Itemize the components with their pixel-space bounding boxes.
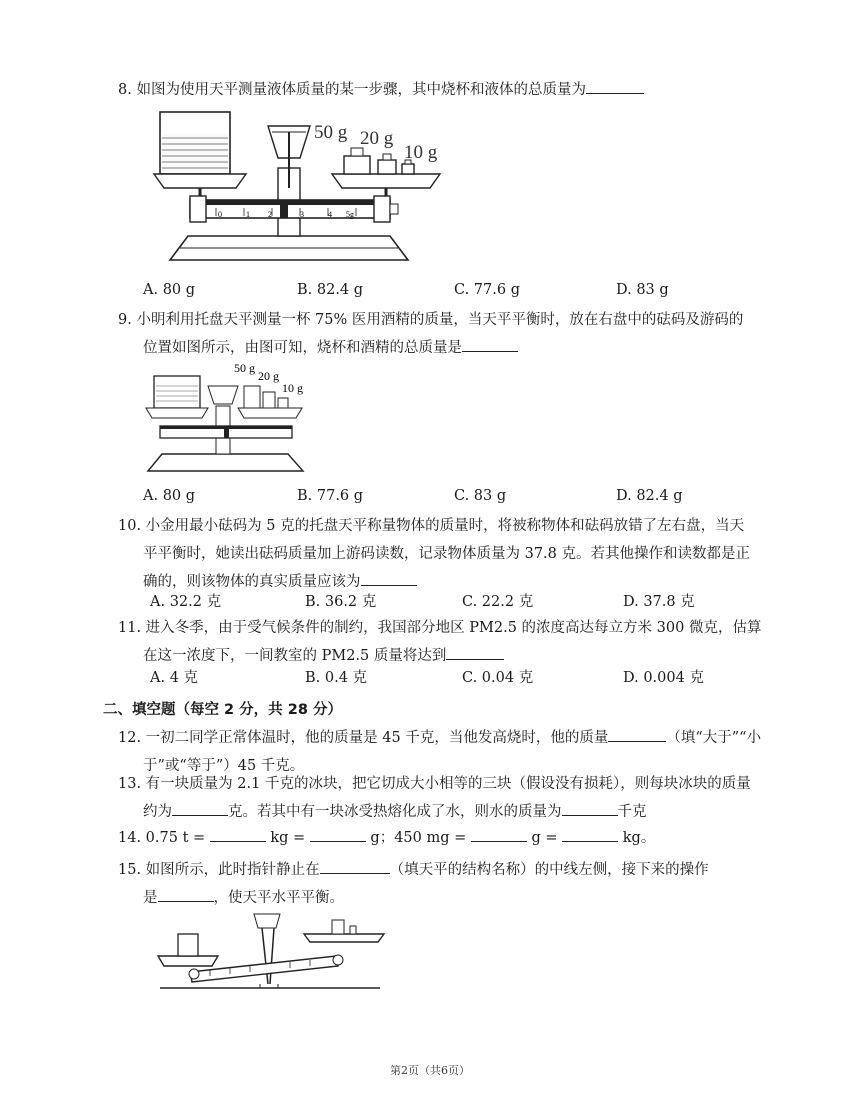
question-number: 10.	[118, 518, 142, 534]
scale-tick: 4	[328, 210, 332, 219]
answer-blank[interactable]	[586, 77, 644, 94]
question-text: 于”或“等于”）45 千克。	[143, 758, 305, 774]
option-b[interactable]: B. 82.4 g	[297, 282, 364, 298]
scale-tick: 2	[268, 210, 272, 219]
question-text: 在这一浓度下，一间教室的 PM2.5 质量将达到	[143, 648, 447, 664]
balance-figure-q15	[150, 912, 390, 992]
question-number: 14.	[118, 830, 142, 846]
question-text: 是	[143, 890, 158, 906]
question-text: （填天平的结构名称）的中线左侧，接下来的操作	[389, 862, 709, 878]
question-text: 进入冬季，由于受气候条件的制约，我国部分地区 PM2.5 的浓度高达每立方米 300 微克，估算	[145, 620, 762, 636]
option-b[interactable]: B. 0.4 克	[305, 670, 368, 686]
question-15	[118, 856, 768, 912]
answer-blank[interactable]	[172, 799, 228, 816]
weight-label: 10 g	[282, 381, 303, 395]
options-q8	[143, 282, 763, 306]
option-c[interactable]: C. 0.04 克	[462, 670, 534, 686]
scale-tick: 5g	[346, 210, 354, 219]
question-text: 小金用最小砝码为 5 克的托盘天平称量物体的质量时，将被称物体和砝码放错了左右盘，当天	[145, 518, 745, 534]
option-d[interactable]: D. 83 g	[616, 282, 669, 298]
option-b[interactable]: B. 77.6 g	[297, 488, 364, 504]
weight-label: 20 g	[360, 128, 394, 149]
question-10	[118, 512, 768, 596]
options-q9	[143, 488, 763, 512]
question-text: 克。若其中有一块冰受热熔化成了水，则水的质量为	[228, 804, 562, 820]
question-text: 如图所示，此时指针静止在	[145, 862, 320, 878]
balance-figure-q8	[150, 108, 450, 268]
question-text: kg。	[622, 830, 656, 846]
question-text: g =	[531, 830, 558, 846]
question-14	[118, 824, 768, 852]
question-number: 11.	[118, 620, 142, 636]
answer-blank[interactable]	[562, 799, 618, 816]
weight-label: 50 g	[314, 122, 348, 143]
question-text: ，使天平水平平衡。	[213, 890, 344, 906]
question-text: 约为	[143, 804, 172, 820]
answer-blank[interactable]	[446, 643, 504, 660]
answer-blank[interactable]	[210, 825, 266, 842]
weight-label: 50 g	[234, 361, 255, 375]
question-text: 一初二同学正常体温时，他的质量是 45 千克，当他发高烧时，他的质量	[145, 730, 609, 746]
question-text: 如图为使用天平测量液体质量的某一步骤，其中烧杯和液体的总质量为	[136, 82, 586, 98]
option-d[interactable]: D. 82.4 g	[616, 488, 683, 504]
question-11	[118, 614, 768, 670]
option-d[interactable]: D. 37.8 克	[623, 594, 695, 610]
option-a[interactable]: A. 80 g	[143, 282, 196, 298]
question-text: kg =	[270, 830, 306, 846]
option-d[interactable]: D. 0.004 克	[623, 670, 704, 686]
option-a[interactable]: A. 4 克	[150, 670, 199, 686]
option-c[interactable]: C. 77.6 g	[454, 282, 520, 298]
question-text: 小明利用托盘天平测量一杯 75% 医用酒精的质量，当天平平衡时，放在右盘中的砝码及游码的	[136, 312, 744, 328]
answer-blank[interactable]	[471, 825, 527, 842]
question-text: g；450 mg =	[370, 830, 467, 846]
question-9	[118, 306, 768, 362]
question-text: 平平衡时，她读出砝码质量加上游码读数，记录物体质量为 37.8 克。若其他操作和读数都是正	[143, 546, 750, 562]
question-13	[118, 770, 768, 826]
weight-label: 10 g	[404, 142, 438, 163]
answer-blank[interactable]	[320, 857, 390, 874]
answer-blank[interactable]	[462, 335, 518, 352]
scale-tick: 1	[246, 210, 250, 219]
question-text: 千克	[617, 804, 647, 820]
options-q11	[150, 666, 770, 690]
answer-blank[interactable]	[562, 825, 618, 842]
balance-figure-q9	[138, 356, 308, 476]
question-text: 位置如图所示，由图可知，烧杯和酒精的总质量是	[143, 340, 462, 356]
question-text: 0.75 t =	[145, 830, 206, 846]
answer-blank[interactable]	[158, 885, 214, 902]
option-c[interactable]: C. 22.2 克	[462, 594, 534, 610]
question-text: 确的，则该物体的真实质量应该为	[143, 574, 361, 590]
option-b[interactable]: B. 36.2 克	[305, 594, 377, 610]
question-number: 12.	[118, 730, 142, 746]
option-c[interactable]: C. 83 g	[454, 488, 507, 504]
question-number: 15.	[118, 862, 142, 878]
option-a[interactable]: A. 80 g	[143, 488, 196, 504]
answer-blank[interactable]	[361, 569, 417, 586]
answer-blank[interactable]	[310, 825, 366, 842]
question-text: （填“大于”“小	[666, 730, 762, 746]
question-number: 13.	[118, 776, 142, 792]
answer-blank[interactable]	[608, 725, 666, 742]
option-a[interactable]: A. 32.2 克	[150, 594, 222, 610]
rider	[280, 205, 288, 218]
section-heading: 二、填空题（每空 2 分，共 28 分）	[103, 702, 342, 718]
question-number: 9.	[118, 312, 132, 328]
question-text: 有一块质量为 2.1 千克的冰块，把它切成大小相等的三块（假设没有损耗），则每块冰块的质量	[145, 776, 751, 792]
question-number: 8.	[118, 82, 132, 98]
options-q10	[150, 590, 770, 614]
weight-label: 20 g	[258, 369, 279, 383]
page-footer: 第2页（共6页）	[390, 1064, 470, 1077]
scale-tick: 3	[300, 210, 304, 219]
question-8	[118, 76, 768, 104]
scale-tick: 0	[218, 210, 222, 219]
